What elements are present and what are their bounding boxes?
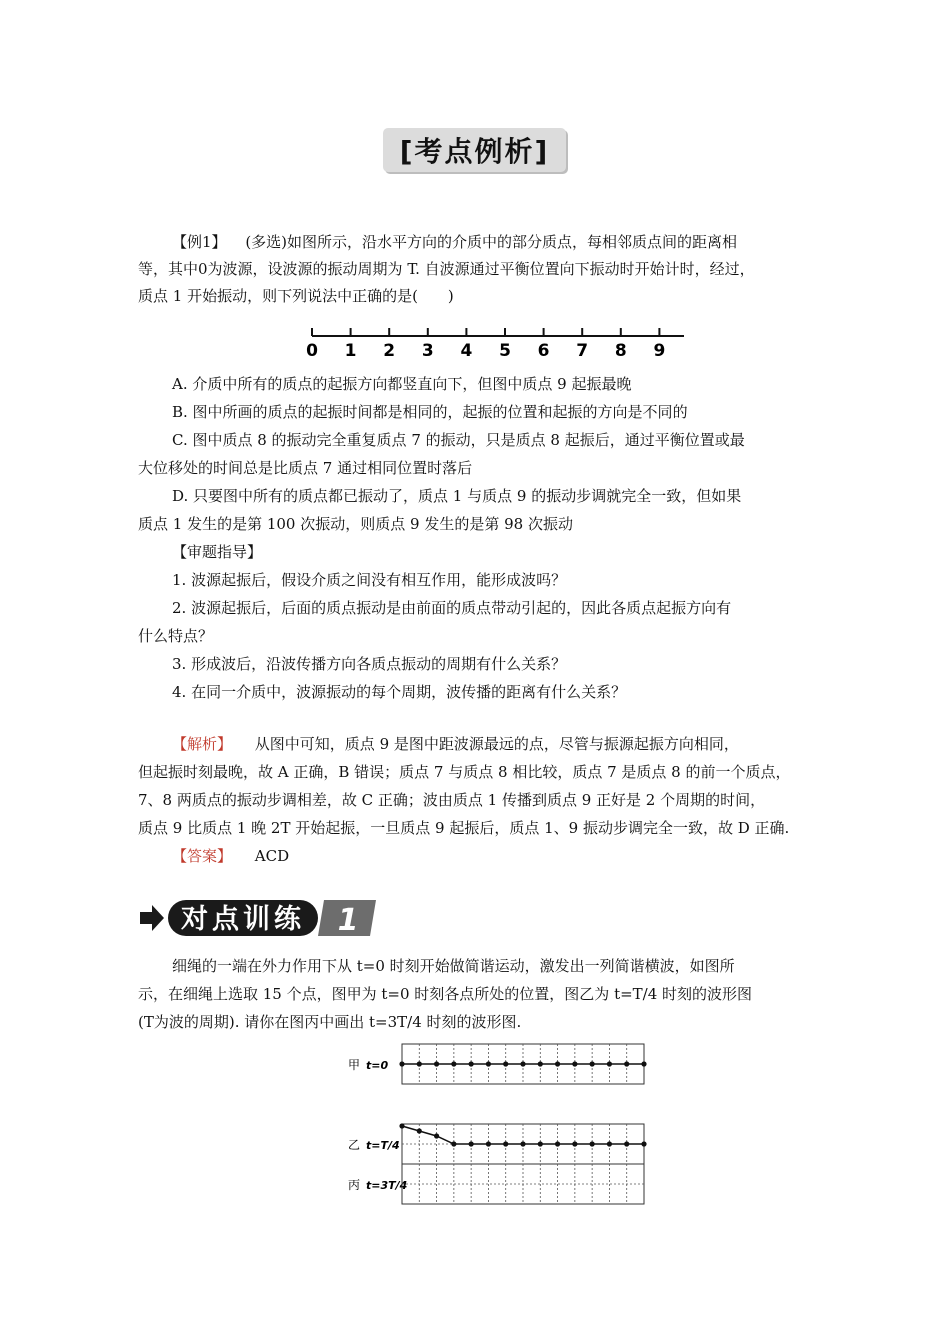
number-line-label: 7 (576, 341, 589, 361)
guide-tag: 【审题指导】 (172, 543, 263, 561)
wave-point (590, 1141, 595, 1146)
analysis-tag: 【解析】 (172, 735, 233, 753)
section-title: [考点例析] (383, 128, 566, 172)
arrow-icon (140, 905, 164, 931)
number-line-label: 5 (499, 341, 511, 361)
option-c-2: 大位移处的时间总是比质点 7 通过相同位置时落后 (138, 459, 473, 477)
grid-row-time: t=T/4 (366, 1139, 400, 1152)
grid-row-name: 甲 (348, 1058, 361, 1072)
training-line-1: 细绳的一端在外力作用下从 t=0 时刻开始做简谐运动，激发出一列简谐横波，如图所 (172, 957, 735, 975)
number-line-label: 0 (306, 341, 318, 361)
analysis-line-3: 7、8 两质点的振动步调相差，故 C 正确；波由质点 1 传播到质点 9 正好是 2 个周期的时间， (138, 791, 766, 809)
training-line-2: 示，在细绳上选取 15 个点，图甲为 t=0 时刻各点所处的位置，图乙为 t=T/4 时刻的波形图 (138, 985, 753, 1003)
analysis-line-1 (172, 734, 739, 754)
option-a: A. 介质中所有的质点的起振方向都竖直向下，但图中质点 9 起振最晚 (172, 375, 632, 393)
wave-point (624, 1141, 629, 1146)
guide-q1: 1. 波源起振后，假设介质之间没有相互作用，能形成波吗？ (172, 571, 567, 589)
string-point (399, 1061, 404, 1066)
wave-point (434, 1133, 439, 1138)
wave-point (503, 1141, 508, 1146)
banner-number: 1 (337, 903, 359, 938)
string-point (417, 1061, 422, 1066)
string-point (590, 1061, 595, 1066)
grid-row-time: t=0 (366, 1059, 389, 1072)
option-d-1: D. 只要图中所有的质点都已振动了，质点 1 与质点 9 的振动步调就完全一致，但如果 (172, 487, 742, 505)
number-line-label: 6 (537, 341, 550, 361)
guide-q2b: 什么特点？ (138, 627, 214, 645)
wave-point (538, 1141, 543, 1146)
wave-point (486, 1141, 491, 1146)
wave-point (399, 1123, 404, 1128)
number-line-label: 8 (614, 341, 627, 361)
wave-grids-figure (330, 1040, 650, 1210)
string-point (572, 1061, 577, 1066)
wave-point (555, 1141, 560, 1146)
wave-point (451, 1141, 456, 1146)
example-line-3: 质点 1 开始振动，则下列说法中正确的是( ) (138, 287, 454, 305)
guide-q3: 3. 形成波后，沿波传播方向各质点振动的周期有什么关系？ (172, 655, 567, 673)
analysis-line-4: 质点 9 比质点 1 晚 2T 开始起振，一旦质点 9 起振后，质点 1、9 振动步调完全一致，故 D 正确. (138, 819, 790, 837)
answer-line (172, 846, 289, 866)
number-line-label: 2 (383, 341, 396, 361)
option-d-2: 质点 1 发生的是第 100 次振动，则质点 9 发生的是第 98 次振动 (138, 515, 573, 533)
wave-point (572, 1141, 577, 1146)
string-point (555, 1061, 560, 1066)
option-b: B. 图中所画的质点的起振时间都是相同的，起振的位置和起振的方向是不同的 (172, 403, 688, 421)
grid-row-name: 乙 (348, 1138, 361, 1152)
example-line-1 (172, 232, 737, 252)
number-line-label: 3 (421, 341, 434, 361)
wave-point (520, 1141, 525, 1146)
wave-point (607, 1141, 612, 1146)
number-line-label: 4 (460, 341, 473, 361)
string-point (434, 1061, 439, 1066)
number-line-figure (300, 322, 690, 362)
string-point (469, 1061, 474, 1066)
option-c-1: C. 图中质点 8 的振动完全重复质点 7 的振动，只是质点 8 起振后，通过平衡位置或最 (172, 431, 745, 449)
string-point (641, 1061, 646, 1066)
string-point (451, 1061, 456, 1066)
training-banner (138, 896, 378, 940)
string-point (607, 1061, 612, 1066)
analysis-line-2: 但起振时刻最晚，故 A 正确，B 错误；质点 7 与质点 8 相比较，质点 7 是质点 8 的前一个质点， (138, 763, 791, 781)
answer-value: ACD (254, 847, 290, 865)
guide-q4: 4. 在同一介质中，波源振动的每个周期，波传播的距离有什么关系？ (172, 683, 627, 701)
wave-point (641, 1141, 646, 1146)
string-point (503, 1061, 508, 1066)
banner-text: 对点训练 (181, 904, 305, 935)
training-line-3: (T为波的周期). 请你在图丙中画出 t=3T/4 时刻的波形图. (138, 1013, 522, 1031)
wave-point (469, 1141, 474, 1146)
wave-point (417, 1128, 422, 1133)
string-point (624, 1061, 629, 1066)
grid-row-name: 丙 (348, 1178, 361, 1192)
guide-q2a: 2. 波源起振后，后面的质点振动是由前面的质点带动引起的，因此各质点起振方向有 (172, 599, 732, 617)
number-line-label: 9 (653, 341, 666, 361)
analysis-text-1: 从图中可知，质点 9 是图中距波源最远的点，尽管与振源起振方向相同， (254, 735, 739, 753)
answer-tag: 【答案】 (172, 847, 233, 865)
string-point (538, 1061, 543, 1066)
example-tag: 【例1】 (172, 233, 227, 251)
string-point (486, 1061, 491, 1066)
grid-row-time: t=3T/4 (366, 1179, 408, 1192)
example-text-1: (多选)如图所示，沿水平方向的介质中的部分质点，每相邻质点间的距离相 (245, 233, 738, 251)
number-line-label: 1 (344, 341, 357, 361)
example-line-2: 等，其中0为波源，设波源的振动周期为 T. 自波源通过平衡位置向下振动时开始计时，经过， (138, 260, 755, 278)
string-point (520, 1061, 525, 1066)
